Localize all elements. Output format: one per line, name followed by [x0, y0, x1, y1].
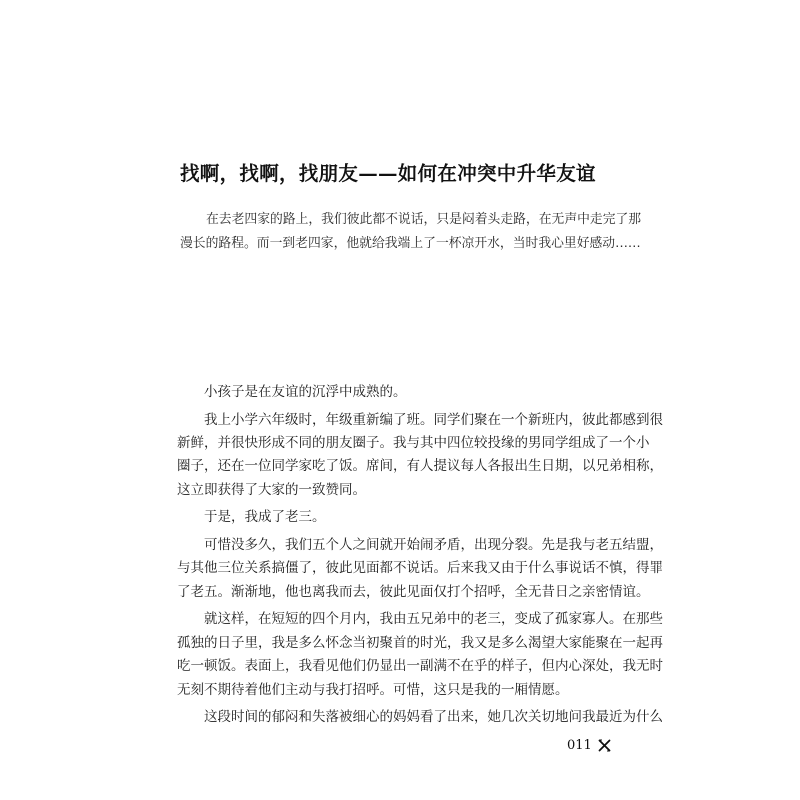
- paragraph: [177, 608, 663, 702]
- paragraph: [177, 506, 607, 529]
- paragraph-line: 就这样，在短短的四个月内，我由五兄弟中的老三，变成了孤家寡人。在那些: [204, 611, 663, 628]
- page-number: 011: [567, 738, 592, 753]
- chapter-title: 找啊，找啊，找朋友——如何在冲突中升华友谊: [180, 162, 596, 185]
- page-footer: [567, 738, 611, 753]
- paragraph-line: 这段时间的郁闷和失落被细心的妈妈看了出来，她几次关切地问我最近为什么: [204, 709, 663, 726]
- paragraph-line: 于是，我成了老三。: [204, 509, 326, 526]
- intro-line: 在去老四家的路上，我们彼此都不说话，只是闷着头走路，在无声中走完了那: [206, 212, 642, 227]
- paragraph-line: 可惜没多久，我们五个人之间就开始闹矛盾，出现分裂。先是我与老五结盟，: [204, 537, 663, 553]
- paragraph: [177, 381, 607, 404]
- chapter-intro: [180, 208, 642, 256]
- paragraph-line: 吃一顿饭。表面上，我看见他们仍显出一副满不在乎的样子，但内心深处，我无时: [177, 658, 663, 675]
- paragraph: [177, 706, 663, 729]
- paragraph-line: 小孩子是在友谊的沉浮中成熟的。: [204, 384, 407, 400]
- paragraph: [177, 534, 663, 604]
- paragraph-line: 了老五。渐渐地，他也离我而去，彼此见面仅打个招呼，全无昔日之亲密情谊。: [177, 583, 650, 600]
- paragraph-line: 这立即获得了大家的一致赞同。: [177, 481, 366, 498]
- cross-ornament-icon: [598, 739, 611, 752]
- paragraph-line: 孤独的日子里，我是多么怀念当初聚首的时光，我又是多么渴望大家能聚在一起再: [177, 634, 663, 651]
- body-text: [177, 381, 663, 734]
- paragraph-line: 新鲜，并很快形成不同的朋友圈子。我与其中四位较投缘的男同学组成了一个小: [177, 435, 650, 451]
- paragraph: [177, 409, 663, 503]
- paragraph-line: 圈子，还在一位同学家吃了饭。席间，有人提议每人各报出生日期，以兄弟相称，: [177, 458, 663, 475]
- paragraph-line: 我上小学六年级时，年级重新编了班。同学们聚在一个新班内，彼此都感到很: [204, 411, 663, 428]
- intro-line: 漫长的路程。而一到老四家，他就给我端上了一杯凉开水，当时我心里好感动……: [180, 236, 641, 251]
- paragraph-line: 与其他三位关系搞僵了，彼此见面都不说话。后来我又由于什么事说话不慎，得罪: [177, 560, 663, 577]
- paragraph-line: 无刻不期待着他们主动与我打招呼。可惜，这只是我的一厢情愿。: [177, 681, 569, 698]
